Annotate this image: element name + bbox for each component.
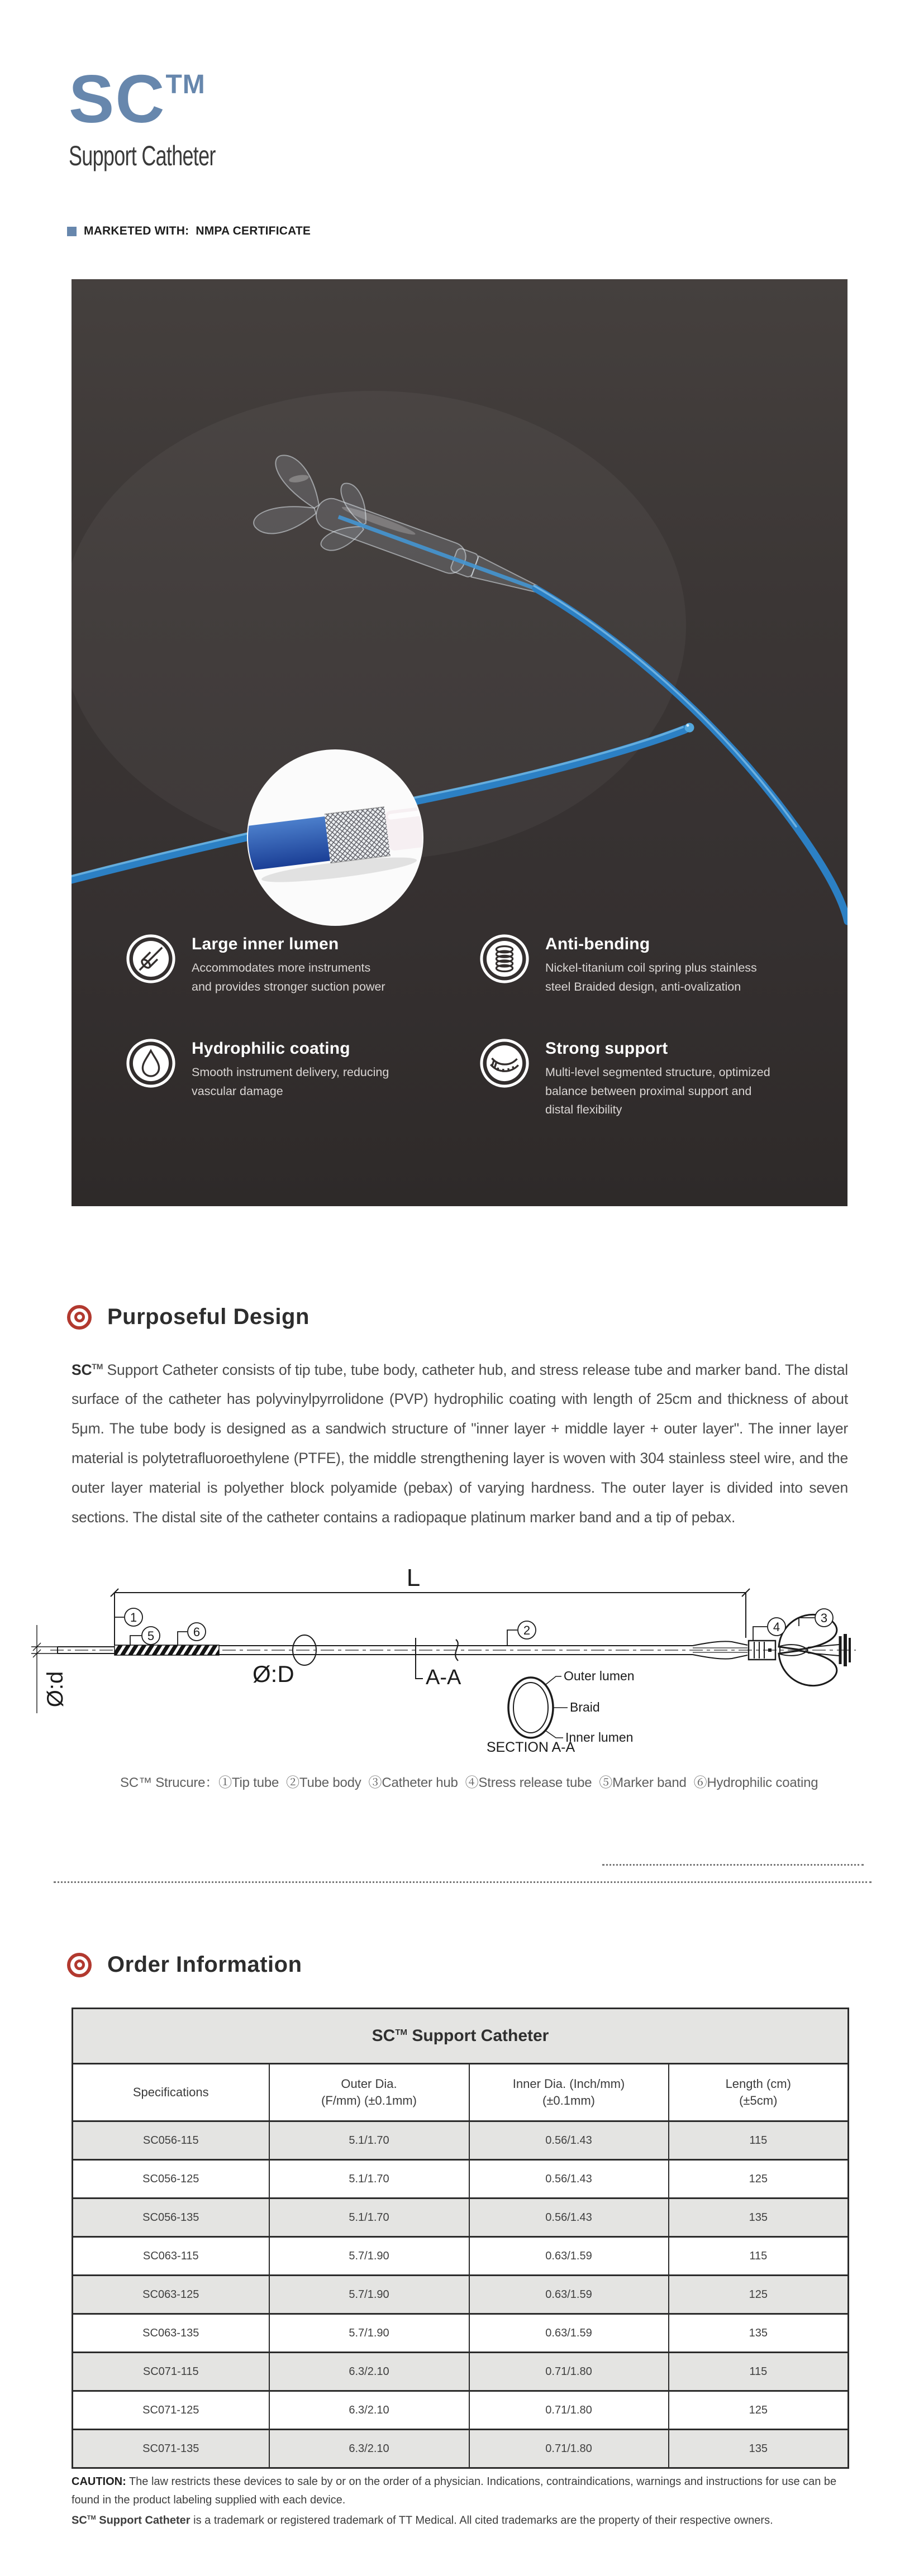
trademark-symbol: TM xyxy=(165,70,206,99)
cell: SC071-115 xyxy=(73,2353,269,2391)
dotted-divider-short xyxy=(602,1864,864,1866)
feature-line: balance between proximal support and xyxy=(545,1084,752,1098)
length-label: L xyxy=(406,1564,421,1592)
trademark-tm: TM xyxy=(87,2515,96,2521)
lumen-icon xyxy=(126,934,176,984)
col-outer-dia: Outer Dia. (F/mm) (±0.1mm) xyxy=(269,2064,469,2121)
table-row xyxy=(73,2276,849,2314)
table-row xyxy=(73,2237,849,2276)
cell: 6.3/2.10 xyxy=(269,2430,469,2468)
cell: 5.7/1.90 xyxy=(269,2314,469,2353)
cell: 6.3/2.10 xyxy=(269,2391,469,2430)
feature-title: Large inner lumen xyxy=(192,935,339,953)
braid-label: Braid xyxy=(570,1700,600,1714)
section-cut-label: A-A xyxy=(426,1666,461,1689)
col-specifications: Specifications xyxy=(73,2064,269,2121)
bullseye-icon xyxy=(67,1305,92,1330)
paragraph-brand: SC xyxy=(72,1361,92,1378)
cell: SC056-125 xyxy=(73,2160,269,2199)
callout-number-4: 4 xyxy=(773,1620,780,1634)
cell: 0.56/1.43 xyxy=(469,2121,669,2160)
cell: 115 xyxy=(669,2237,849,2276)
marketed-with xyxy=(67,224,311,238)
table-row xyxy=(73,2353,849,2391)
cell: 6.3/2.10 xyxy=(269,2353,469,2391)
feature-line: vascular damage xyxy=(192,1084,283,1098)
trademark-note xyxy=(72,2509,854,2530)
cell: SC056-135 xyxy=(73,2199,269,2237)
feature-line: Accommodates more instruments xyxy=(192,961,371,974)
cell: SC056-115 xyxy=(73,2121,269,2160)
cell: 115 xyxy=(669,2121,849,2160)
bullseye-icon xyxy=(67,1953,92,1977)
feature-line: distal flexibility xyxy=(545,1103,622,1116)
cell: 0.63/1.59 xyxy=(469,2237,669,2276)
cell: SC071-125 xyxy=(73,2391,269,2430)
trademark-product: Support Catheter xyxy=(96,2514,191,2527)
page-title xyxy=(69,61,206,137)
table-title-row xyxy=(73,2009,849,2064)
callout-number-1: 1 xyxy=(130,1610,137,1624)
outer-dia-label: Ø:D xyxy=(253,1661,294,1687)
section-heading-purposeful-design xyxy=(67,1304,309,1330)
cell: 5.1/1.70 xyxy=(269,2160,469,2199)
dotted-divider-long xyxy=(54,1881,872,1883)
structure-caption: SC™ Strucure：①Tip tube ②Tube body ③Catheter hub ④Stress release tube ⑤Marker band ⑥Hydrophilic coating xyxy=(120,1775,818,1790)
callout-number-3: 3 xyxy=(820,1611,828,1625)
table-row xyxy=(73,2430,849,2468)
cell: 125 xyxy=(669,2391,849,2430)
diagram-linework xyxy=(31,1589,856,1738)
col-inner-dia: Inner Dia. (Inch/mm) (±0.1mm) xyxy=(469,2064,669,2121)
segmented-support-icon xyxy=(479,1038,530,1088)
feature-title: Strong support xyxy=(545,1039,668,1058)
marketed-label: MARKETED WITH: NMPA CERTIFICATE xyxy=(84,224,311,237)
diagram-callout-balloons xyxy=(115,1608,833,1645)
section-heading-order-information xyxy=(67,1952,302,1977)
cell: 125 xyxy=(669,2276,849,2314)
feature-hydrophilic-coating xyxy=(126,1038,461,1101)
caution-text: The law restricts these devices to sale by or on the order of a physician. Indications, contraindications, warnings and instructions for use can be found in the product labeling supplied with each device. xyxy=(72,2475,837,2506)
feature-line: Multi-level segmented structure, optimized xyxy=(545,1065,770,1079)
cell: SC063-115 xyxy=(73,2237,269,2276)
cell: 135 xyxy=(669,2430,849,2468)
table-title: SC™ Support Catheter xyxy=(73,2009,849,2064)
cell: SC063-125 xyxy=(73,2276,269,2314)
cell: 0.63/1.59 xyxy=(469,2276,669,2314)
table-row xyxy=(73,2391,849,2430)
cell: 135 xyxy=(669,2314,849,2353)
table-row xyxy=(73,2314,849,2353)
feature-title: Hydrophilic coating xyxy=(192,1039,350,1058)
droplet-icon xyxy=(126,1038,176,1088)
cell: 135 xyxy=(669,2199,849,2237)
cell: 5.1/1.70 xyxy=(269,2199,469,2237)
cell: SC071-135 xyxy=(73,2430,269,2468)
feature-line: Smooth instrument delivery, reducing xyxy=(192,1065,389,1079)
callout-number-2: 2 xyxy=(523,1623,531,1637)
cell: 125 xyxy=(669,2160,849,2199)
feature-line: Nickel-titanium coil spring plus stainless xyxy=(545,961,757,974)
col-length: Length (cm) (±5cm) xyxy=(669,2064,849,2121)
table-header-row xyxy=(73,2064,849,2121)
order-table xyxy=(72,2008,849,2469)
feature-anti-bending xyxy=(479,934,815,996)
cell: 5.1/1.70 xyxy=(269,2121,469,2160)
feature-title: Anti-bending xyxy=(545,935,650,953)
feature-strong-support xyxy=(479,1038,815,1120)
technical-diagram xyxy=(0,1564,919,1787)
table-row xyxy=(73,2121,849,2160)
section-title: Order Information xyxy=(107,1952,302,1977)
product-hero-panel xyxy=(72,279,847,1206)
callout-number-6: 6 xyxy=(193,1625,201,1639)
cell: 0.56/1.43 xyxy=(469,2199,669,2237)
feature-line: and provides stronger suction power xyxy=(192,979,385,993)
design-paragraph xyxy=(72,1352,848,1533)
trademark-brand: SC xyxy=(72,2514,87,2527)
cell: SC063-135 xyxy=(73,2314,269,2353)
cell: 0.71/1.80 xyxy=(469,2353,669,2391)
table-row xyxy=(73,2199,849,2237)
brand-name: SC xyxy=(69,61,166,137)
caution-note xyxy=(72,2473,854,2510)
cell: 5.7/1.90 xyxy=(269,2237,469,2276)
section-title: Purposeful Design xyxy=(107,1304,309,1329)
product-subtitle: Support Catheter xyxy=(69,140,216,171)
cell: 0.71/1.80 xyxy=(469,2391,669,2430)
cell: 0.63/1.59 xyxy=(469,2314,669,2353)
cell: 0.56/1.43 xyxy=(469,2160,669,2199)
cell: 115 xyxy=(669,2353,849,2391)
coil-spring-icon xyxy=(479,934,530,984)
outer-lumen-label: Outer lumen xyxy=(564,1669,635,1683)
inner-dia-label: Ø:d xyxy=(43,1671,68,1708)
trademark-text: is a trademark or registered trademark of TT Medical. All cited trademarks are the property of their respective owners. xyxy=(190,2514,773,2527)
paragraph-tm: TM xyxy=(92,1361,103,1371)
feature-large-inner-lumen xyxy=(126,934,461,996)
inner-lumen-label: Inner lumen xyxy=(565,1730,634,1745)
cell: 5.7/1.90 xyxy=(269,2276,469,2314)
blue-square-bullet-icon xyxy=(67,227,77,236)
caution-label: CAUTION: xyxy=(72,2475,126,2488)
paragraph-text: Support Catheter consists of tip tube, tube body, catheter hub, and stress release tube and marker band. The distal surface of the catheter has polyvinylpyrrolidone (PVP) hydrophilic coating with length of 25cm and thickness of about 5μm. The tube body is designed as a sandwich structure of "inner layer + middle layer + outer layer". The inner layer material is polytetrafluoroethylene (PTFE), the middle strengthening layer is woven with 304 stainless steel wire, and the outer layer material is polyether block polyamide (pebax) of varying hardness. The outer layer is divided into seven sections. The distal site of the catheter contains a radiopaque platinum marker band and a tip of pebax. xyxy=(72,1361,848,1526)
callout-number-5: 5 xyxy=(147,1629,155,1643)
feature-line: steel Braided design, anti-ovalization xyxy=(545,979,741,993)
table-row xyxy=(73,2160,849,2199)
section-title-label: SECTION A-A xyxy=(486,1739,575,1755)
cell: 0.71/1.80 xyxy=(469,2430,669,2468)
